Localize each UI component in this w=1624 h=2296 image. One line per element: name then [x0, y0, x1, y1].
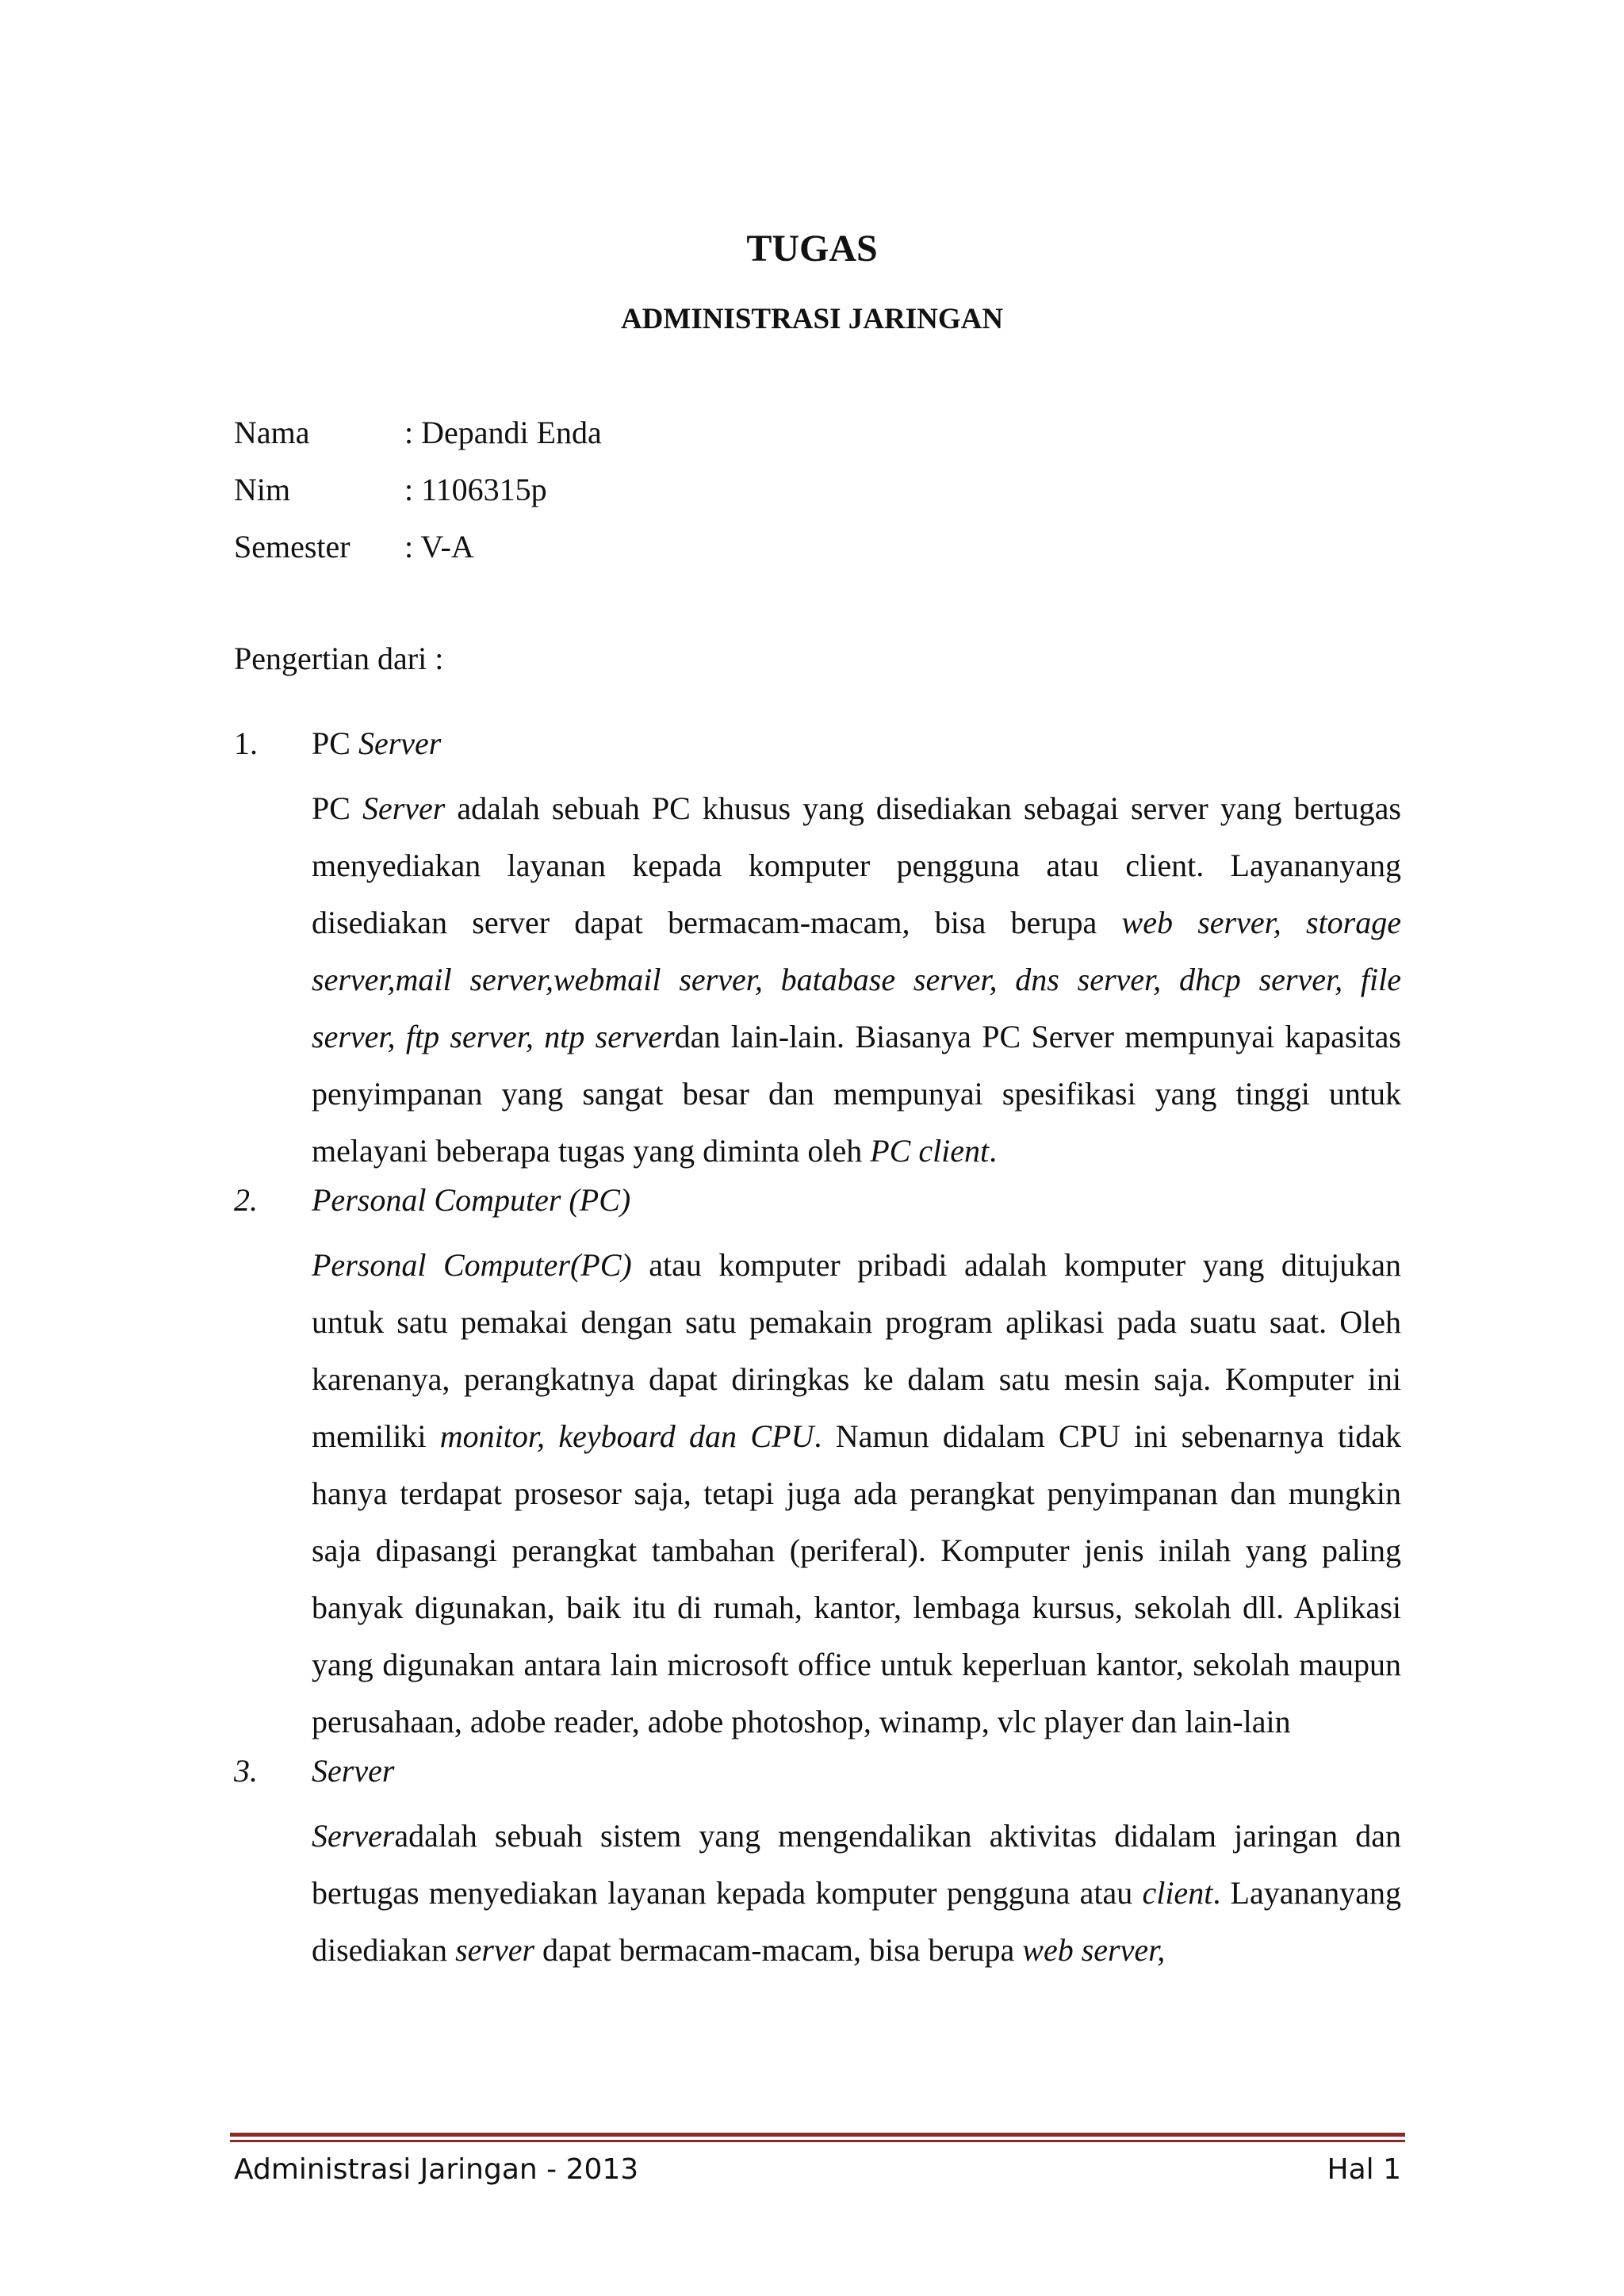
body-italic: web server,: [1022, 1932, 1166, 1968]
body-text: PC: [312, 790, 362, 826]
body-italic: Server: [312, 1818, 395, 1854]
body-italic: web server, storage server,mail server,webmail server, batabase server, dns server, dhcp server, file server, ftp server, ntp server: [312, 905, 1401, 1054]
body-text: . Layananyang disediakan: [312, 1875, 1401, 1968]
body-text: .: [989, 1133, 998, 1169]
info-row-nim: [234, 469, 602, 526]
item-title: [312, 723, 441, 764]
item-title: Server: [312, 1753, 395, 1789]
info-label: Nim: [234, 472, 291, 507]
body-text: dan lain-lain. Biasanya PC Server mempunyai kapasitas penyimpanan yang sangat besar dan mempunyai spesifikasi yang tinggi untuk melayani beberapa tugas yang diminta oleh: [312, 1019, 1401, 1169]
item-body: [312, 780, 1401, 1180]
body-italic: Personal Computer(PC): [312, 1247, 632, 1283]
intro-text: Pengertian dari :: [234, 641, 444, 676]
item-heading: [234, 1751, 1401, 1808]
item-title: Personal Computer (PC): [312, 1182, 631, 1218]
item-heading: [234, 723, 1401, 780]
info-row-nama: [234, 412, 602, 469]
body-italic: monitor, keyboard dan CPU: [439, 1418, 814, 1454]
info-label: Nama: [234, 415, 310, 450]
footer-title: Administrasi Jaringan - 2013: [234, 2153, 639, 2186]
item-number: 2.: [234, 1182, 258, 1218]
footer-divider: [230, 2133, 1405, 2142]
footer-rule-thin: [230, 2140, 1405, 2142]
item-body: [312, 1237, 1401, 1751]
list-item: [234, 1180, 1401, 1751]
info-value: : 1106315p: [404, 472, 547, 507]
page-footer: [234, 2150, 1401, 2190]
info-row-semester: [234, 526, 602, 584]
body-text: . Namun didalam CPU ini sebenarnya tidak hanya terdapat prosesor saja, tetapi juga ada perangkat penyimpanan dan mungkin saja dipasangi perangkat tambahan (periferal). Komputer jenis inilah yang paling banyak digunakan, baik itu di rumah, kantor, lembaga kursus, sekolah dll. Aplikasi yang digunakan antara lain microsoft office untuk keperluan kantor, sekolah maupun perusahaan, adobe reader, adobe photoshop, winamp, vlc player dan lain-lain: [312, 1418, 1401, 1739]
info-label: Semester: [234, 529, 350, 564]
item-number: 3.: [234, 1753, 258, 1789]
body-text: dapat bermacam-macam, bisa berupa: [534, 1932, 1023, 1968]
list-item: [234, 723, 1401, 1180]
page-number: Hal 1: [1327, 2153, 1401, 2186]
item-title-italic: Server: [358, 725, 442, 761]
body-text: adalah sebuah sistem yang mengendalikan aktivitas didalam jaringan dan bertugas menyediakan layanan kepada komputer pengguna atau: [312, 1818, 1401, 1911]
body-italic: Server: [362, 790, 446, 826]
body-italic: PC client: [870, 1133, 990, 1169]
item-heading: [234, 1180, 1401, 1237]
info-value: : V-A: [404, 529, 474, 564]
document-title: TUGAS: [746, 228, 878, 270]
footer-rule-thick: [230, 2133, 1405, 2137]
list-item: [234, 1751, 1401, 1979]
info-value: : Depandi Enda: [404, 415, 602, 450]
item-body: [312, 1808, 1401, 1979]
document-subtitle: ADMINISTRASI JARINGAN: [620, 303, 1004, 335]
body-text: adalah sebuah PC khusus yang disediakan sebagai server yang bertugas menyediakan layanan kepada komputer pengguna atau client. Layananyang disediakan server dapat bermacam-macam, bisa berupa: [312, 790, 1401, 940]
student-info: [234, 412, 602, 584]
body-italic: server: [455, 1932, 535, 1968]
item-number: 1.: [234, 725, 258, 761]
item-title-plain: PC: [312, 725, 358, 761]
body-italic: client: [1142, 1875, 1213, 1911]
definition-list: [234, 723, 1401, 1979]
body-text: atau komputer pribadi adalah komputer yang ditujukan untuk satu pemakai dengan satu pemakain program aplikasi pada suatu saat. Oleh karenanya, perangkatnya dapat diringkas ke dalam satu mesin saja. Komputer ini memiliki: [312, 1247, 1402, 1454]
